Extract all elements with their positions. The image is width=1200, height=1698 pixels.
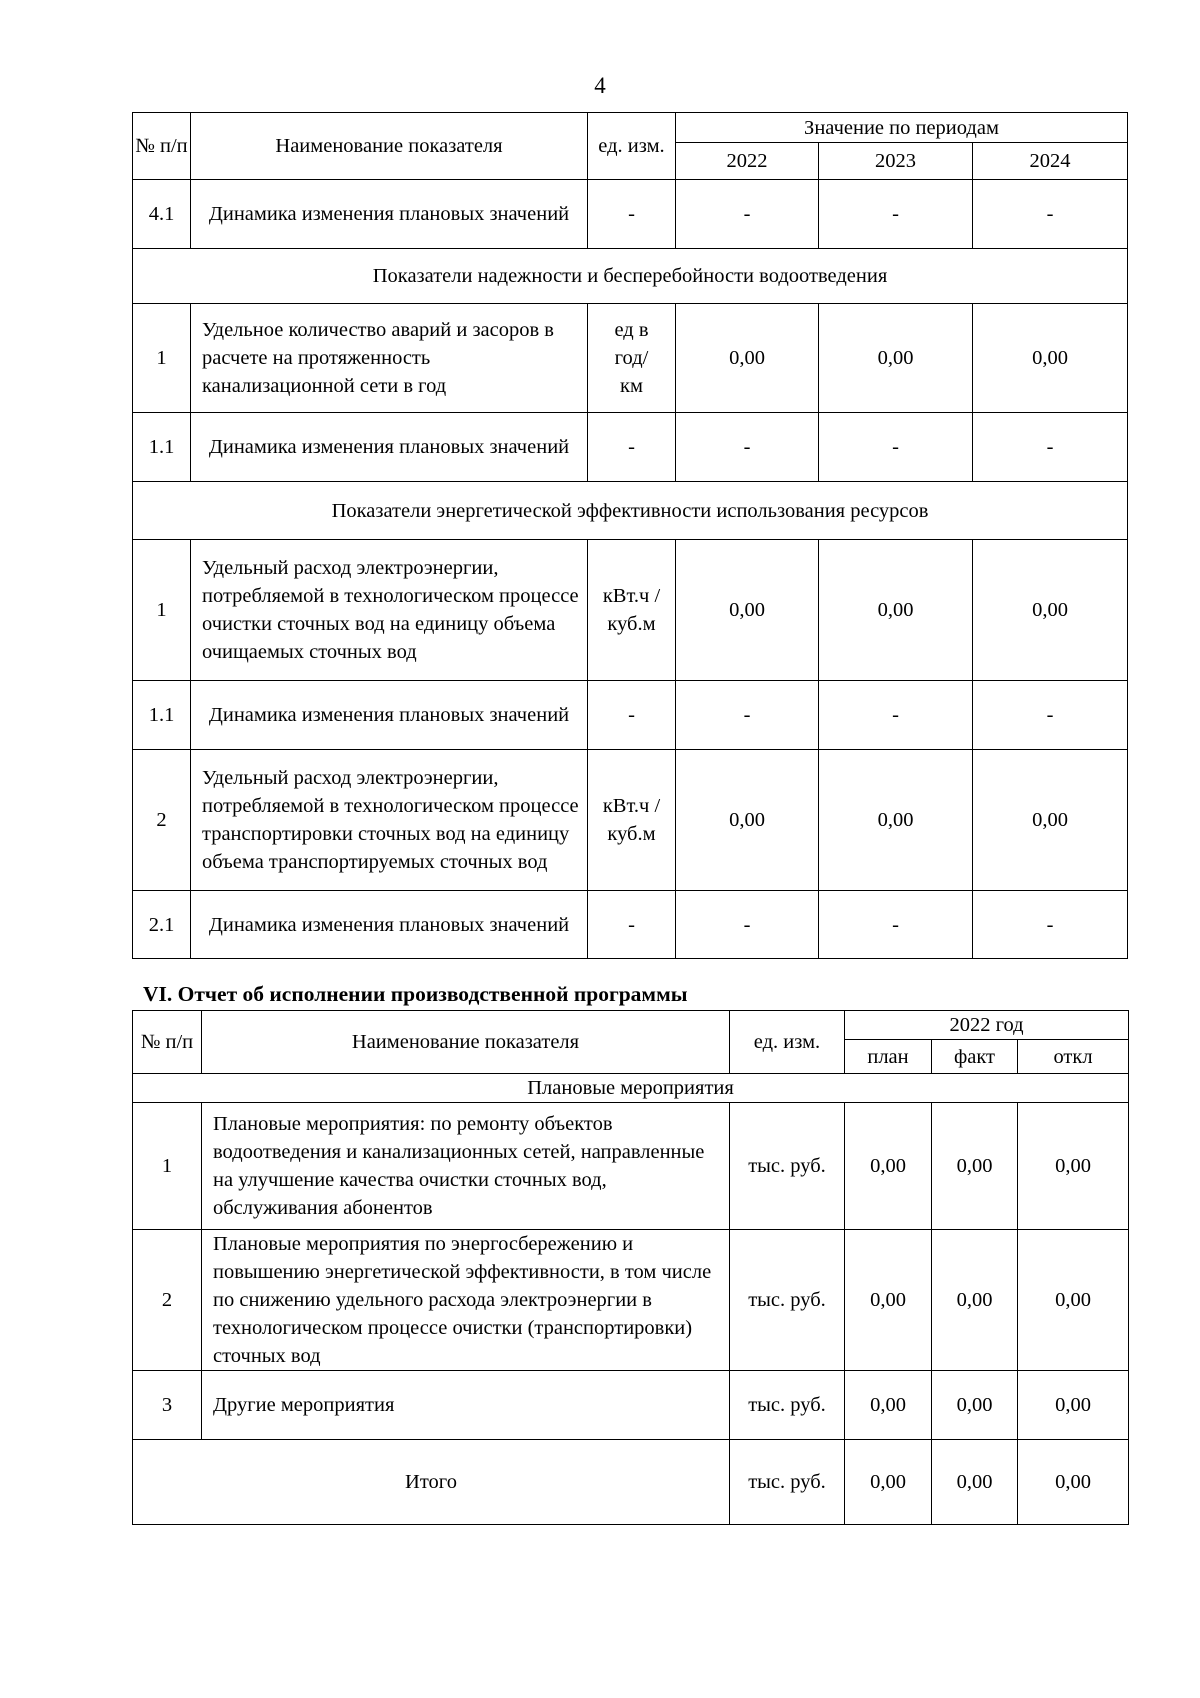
total-value: 0,00 [845, 1440, 932, 1525]
row-value: - [676, 413, 819, 482]
header-year: 2022 [676, 143, 819, 180]
program-report-table [132, 1010, 1129, 1525]
row-name: Удельный расход электроэнергии, потребляемой в технологическом процессе транспортировки сточных вод на единицу объема транспортируемых сточных вод [191, 750, 588, 891]
row-value: - [676, 891, 819, 959]
header-plan: план [845, 1040, 932, 1074]
row-value: - [819, 681, 973, 750]
table-row [133, 1371, 1129, 1440]
row-value: 0,00 [932, 1230, 1018, 1371]
row-unit: кВт.ч / куб.м [588, 540, 676, 681]
header-num: № п/п [133, 113, 191, 180]
section-title: Показатели надежности и бесперебойности водоотведения [133, 249, 1128, 304]
row-value: 0,00 [973, 304, 1128, 413]
table-row [133, 413, 1128, 482]
row-value: - [973, 180, 1128, 249]
row-name: Удельное количество аварий и засоров в расчете на протяженность канализационной сети в год [191, 304, 588, 413]
table-row [133, 891, 1128, 959]
row-num: 3 [133, 1371, 202, 1440]
row-value: - [819, 891, 973, 959]
row-unit: тыс. руб. [730, 1103, 845, 1230]
row-value: 0,00 [973, 540, 1128, 681]
row-value: 0,00 [932, 1371, 1018, 1440]
row-value: 0,00 [819, 304, 973, 413]
header-name: Наименование показателя [202, 1011, 730, 1074]
row-unit: тыс. руб. [730, 1371, 845, 1440]
table-row [133, 681, 1128, 750]
row-name: Другие мероприятия [202, 1371, 730, 1440]
header-fact: факт [932, 1040, 1018, 1074]
row-name: Плановые мероприятия по энергосбережению и повышению энергетической эффективности, в том числе по снижению удельного расхода электроэнергии в технологическом процессе очистки (транспортировки) сточных вод [202, 1230, 730, 1371]
row-value: 0,00 [1018, 1371, 1129, 1440]
row-value: 0,00 [845, 1230, 932, 1371]
row-num: 1 [133, 1103, 202, 1230]
table-row [133, 1103, 1129, 1230]
row-value: - [819, 180, 973, 249]
total-value: 0,00 [932, 1440, 1018, 1525]
section-title: Плановые мероприятия [133, 1074, 1129, 1103]
row-value: 0,00 [676, 304, 819, 413]
row-value: 0,00 [973, 750, 1128, 891]
row-value: - [973, 891, 1128, 959]
row-unit: - [588, 681, 676, 750]
row-value: - [676, 180, 819, 249]
row-value: 0,00 [845, 1371, 932, 1440]
row-num: 1.1 [133, 681, 191, 750]
row-value: 0,00 [819, 540, 973, 681]
row-name: Динамика изменения плановых значений [191, 413, 588, 482]
header-unit: ед. изм. [588, 113, 676, 180]
row-num: 1 [133, 304, 191, 413]
row-name: Удельный расход электроэнергии, потребляемой в технологическом процессе очистки сточных вод на единицу объема очищаемых сточных вод [191, 540, 588, 681]
row-unit: - [588, 891, 676, 959]
row-unit: - [588, 413, 676, 482]
row-num: 2.1 [133, 891, 191, 959]
row-name: Динамика изменения плановых значений [191, 180, 588, 249]
table-row [133, 750, 1128, 891]
row-name: Динамика изменения плановых значений [191, 891, 588, 959]
header-periods: Значение по периодам [676, 113, 1128, 143]
row-value: 0,00 [676, 540, 819, 681]
row-num: 1 [133, 540, 191, 681]
row-num: 4.1 [133, 180, 191, 249]
row-value: 0,00 [1018, 1230, 1129, 1371]
row-unit: кВт.ч / куб.м [588, 750, 676, 891]
row-value: - [819, 413, 973, 482]
header-year: 2022 год [845, 1011, 1129, 1040]
row-num: 2 [133, 750, 191, 891]
table-row [133, 1230, 1129, 1371]
row-value: 0,00 [1018, 1103, 1129, 1230]
row-value: 0,00 [676, 750, 819, 891]
row-value: - [973, 413, 1128, 482]
row-name: Динамика изменения плановых значений [191, 681, 588, 750]
header-name: Наименование показателя [191, 113, 588, 180]
total-value: 0,00 [1018, 1440, 1129, 1525]
row-unit: - [588, 180, 676, 249]
header-deviation: откл [1018, 1040, 1129, 1074]
row-value: 0,00 [932, 1103, 1018, 1230]
total-label: Итого [133, 1440, 730, 1525]
header-num: № п/п [133, 1011, 202, 1074]
section-title: Показатели энергетической эффективности использования ресурсов [133, 482, 1128, 540]
section-heading: VI. Отчет об исполнении производственной программы [143, 982, 688, 1006]
table-row [133, 540, 1128, 681]
header-year: 2024 [973, 143, 1128, 180]
row-name: Плановые мероприятия: по ремонту объектов водоотведения и канализационных сетей, направленные на улучшение качества очистки сточных вод, обслуживания абонентов [202, 1103, 730, 1230]
row-value: 0,00 [845, 1103, 932, 1230]
row-unit: тыс. руб. [730, 1230, 845, 1371]
row-value: 0,00 [819, 750, 973, 891]
header-unit: ед. изм. [730, 1011, 845, 1074]
row-value: - [676, 681, 819, 750]
total-unit: тыс. руб. [730, 1440, 845, 1525]
indicators-table [132, 112, 1128, 959]
table-row [133, 180, 1128, 249]
page-number: 4 [594, 73, 606, 98]
row-num: 2 [133, 1230, 202, 1371]
table-row [133, 304, 1128, 413]
total-row [133, 1440, 1129, 1525]
row-unit: ед в год/ км [588, 304, 676, 413]
row-value: - [973, 681, 1128, 750]
row-num: 1.1 [133, 413, 191, 482]
header-year: 2023 [819, 143, 973, 180]
